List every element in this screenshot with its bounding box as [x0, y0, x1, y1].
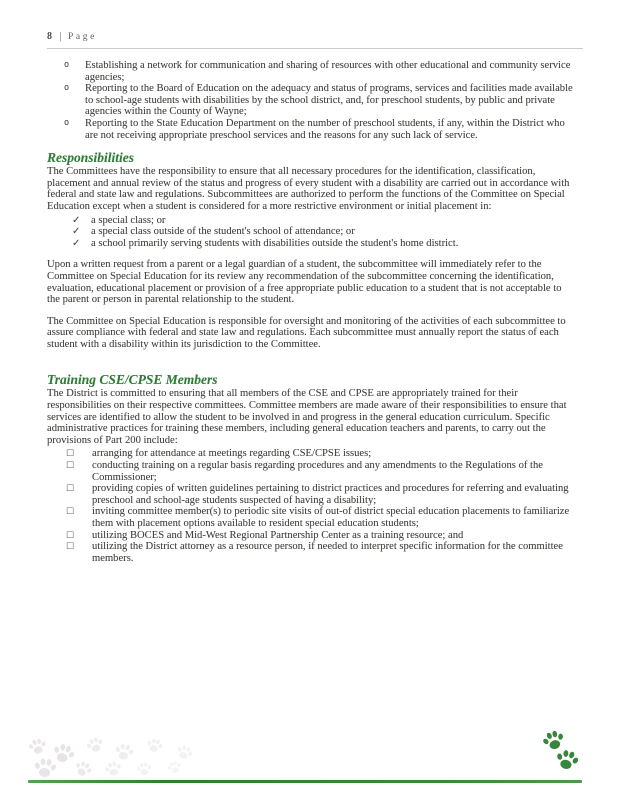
page-label: Page: [68, 32, 97, 42]
list-item-text: a school primarily serving students with disabilities outside the student's home district.: [91, 237, 459, 249]
list-item-text: inviting committee member(s) to periodic site visits of out-of district special education placements to familiarize them with placement options available to resident special education students;: [92, 506, 570, 529]
list-item-text: providing copies of written guidelines pertaining to district practices and procedures for referring and evaluating preschool and school-age students suspected of having a disability;: [92, 483, 569, 506]
paragraph: The Committee on Special Education is responsible for oversight and monitoring of the activities of each subcommittee to assure compliance with federal and state law and regulations. Each subcommittee must annually report the status of each student with a disability within its jurisdiction to the Committee.: [47, 315, 566, 350]
section-heading-training: Training CSE/CPSE Members: [47, 372, 218, 388]
list-item-text: conducting training on a regular basis regarding procedures and any amendments to the Regulations of the Commissioner;: [92, 460, 543, 483]
square-bullet-icon: □: [66, 506, 75, 517]
list-item: [47, 460, 577, 483]
paw-watermark-icon: [32, 755, 58, 781]
list-item: [47, 60, 577, 83]
square-bullet-icon: □: [66, 529, 75, 540]
circle-bullet-icon: o: [64, 83, 70, 94]
square-bullet-icon: □: [66, 460, 75, 471]
list-item-text: a special class outside of the student's school of attendance; or: [91, 226, 355, 238]
list-item-text: utilizing BOCES and Mid-West Regional Partnership Center as a training resource; and: [92, 529, 464, 541]
paw-print-icon: [552, 745, 581, 774]
circle-bullet-icon: o: [64, 60, 70, 70]
list-item: [47, 238, 577, 250]
list-item: [47, 226, 577, 238]
list-item: [47, 530, 577, 542]
paw-watermark-icon: [71, 757, 95, 781]
header-separator: |: [59, 31, 62, 42]
section-heading-responsibilities: Responsibilities: [47, 150, 135, 166]
list-item: [47, 541, 577, 564]
list-item: [47, 506, 577, 529]
paragraph: The District is committed to ensuring that all members of the CSE and CPSE are appropriately trained for their responsibilities on their respective committees. Committee members are made aware of their responsibilities to ensure that services are identified to allow the student to be involved in and progress in the general education curriculum. Specific administrative practices for training these members, including general education teachers and parents, to carry out the provisions of Part 200 include:: [47, 388, 567, 446]
list-item-text: utilizing the District attorney as a resource person, if needed to interpret specific information for the committee members.: [92, 541, 563, 564]
footer-rule: [28, 780, 582, 783]
checkmark-icon: ✓: [72, 237, 81, 249]
page-number: 8: [47, 31, 53, 42]
training-bullet-list: [47, 448, 577, 564]
page-header: [47, 31, 97, 42]
checkmark-list: [47, 215, 577, 250]
list-item: [47, 118, 577, 141]
list-item-text: arranging for attendance at meetings regarding CSE/CPSE issues;: [92, 448, 372, 460]
list-item: [47, 215, 577, 227]
header-rule: [47, 48, 583, 49]
list-item: [47, 83, 577, 118]
list-item: [47, 483, 577, 506]
intro-bullet-list: [47, 60, 577, 141]
paw-watermark-icon: [83, 733, 106, 756]
document-body: [47, 58, 577, 564]
list-item-text: Establishing a network for communication and sharing of resources with other educational and community service agencies;: [85, 60, 571, 83]
list-item-text: a special class; or: [91, 214, 166, 226]
paw-watermark-icon: [165, 758, 184, 777]
list-item: [47, 448, 577, 460]
paragraph: Upon a written request from a parent or a legal guardian of a student, the subcommittee will immediately refer to the Committee on Special Education for its review any recommendation of the subcommittee concerning the identification, evaluation, educational placement or provision of a free appropriate public education to a student that is not acceptable to the parent or person in parental relationship to the student.: [47, 259, 562, 306]
circle-bullet-icon: o: [64, 117, 70, 128]
checkmark-icon: ✓: [72, 214, 81, 226]
square-bullet-icon: □: [66, 483, 75, 494]
paw-watermark-icon: [135, 760, 153, 778]
list-item-text: Reporting to the State Education Department on the number of preschool students, if any, within the District who are not receiving appropriate preschool services and the reasons for any such lack of service.: [85, 117, 565, 141]
list-item-text: Reporting to the Board of Education on the adequacy and status of programs, services and facilities made available to school-age students with disabilities by the school district, and, for preschool students, by public and private agencies within the County of Wayne;: [85, 83, 573, 118]
paw-watermark-icon: [144, 735, 165, 756]
checkmark-icon: ✓: [72, 226, 81, 238]
square-bullet-icon: □: [66, 541, 75, 552]
paragraph: The Committees have the responsibility to ensure that all necessary procedures for the identification, classification, placement and annual review of the status and progress of every student with a disability are carried out in accordance with federal and state law and regulations. Subcommittees are authorized to perform the functions of the Committee on Special Education except when a student is considered for a more restrictive environment or initial placement in:: [47, 166, 570, 212]
square-bullet-icon: □: [66, 448, 75, 459]
